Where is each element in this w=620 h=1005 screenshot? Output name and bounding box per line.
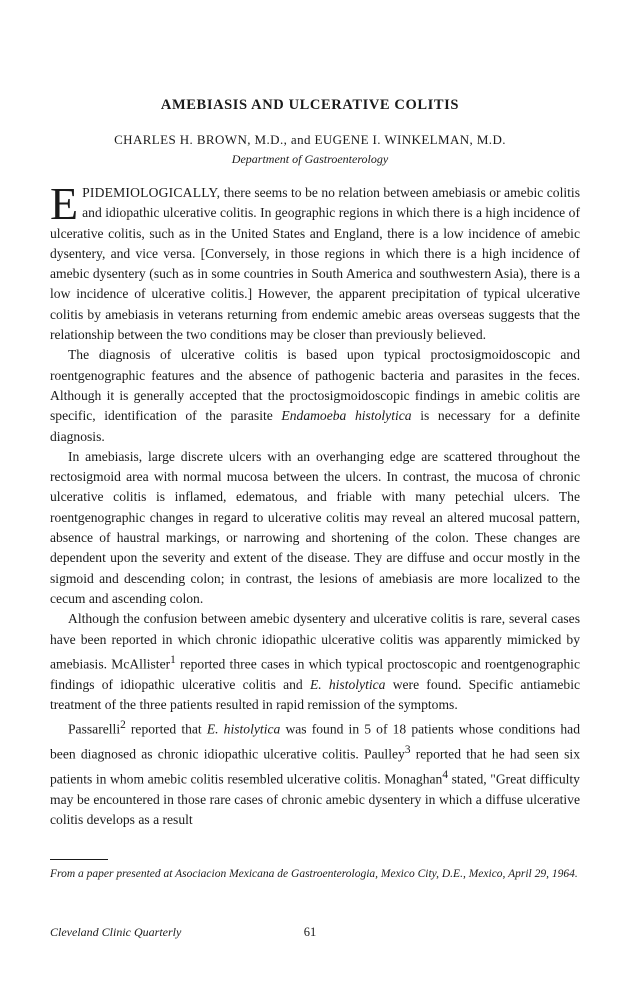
paragraph-5: [50, 715, 580, 830]
paragraph-2-text-b: is necessary for a definite diagnosis.: [50, 408, 580, 444]
paragraph-5-text-a: Passarelli: [68, 721, 121, 737]
paragraph-2-text-a: The diagnosis of ulcerative colitis is based upon typical proctosigmoidoscopic and roentgenographic features and the absence of pathogenic bacteria and parasites in the feces. Although it is generally accepted that the proctosigmoidoscopic findings in amebic colitis are specific, identification of the parasite: [50, 347, 580, 424]
paragraph-5-text-c: was found in 5 of 18 patients whose conditions had been diagnosed as chronic idiopathic ulcerative colitis. Paulley: [50, 721, 580, 762]
author-department: Department of Gastroenterology: [231, 152, 389, 166]
species-name: E. histolytica: [309, 676, 386, 692]
journal-name: Cleveland Clinic Quarterly: [50, 925, 182, 939]
paragraph-1-text: there seems to be no relation between amebiasis or amebic colitis and idiopathic ulcerative colitis. In geographic regions in which there is a high incidence of ulcerative colitis, such as in the United States and England, there is a low incidence of amebic dysentery, and vice versa. [Conversely, in those regions in which there is a high incidence of amebic dysentery (such as in some countries in South America and southwestern Asia), there is a low incidence of ulcerative colitis.] However, the apparent precipitation of typical ulcerative colitis by amebiasis in veterans returning from endemic amebic areas overseas suggests that the relationship between the two conditions may be closer than previously believed.: [50, 185, 580, 343]
citation-marker: 4: [442, 768, 448, 781]
page-number: 61: [303, 925, 317, 939]
paragraph-4-text-b: reported three cases in which typical proctoscopic and roentgenographic findings of idiopathic ulcerative colitis and: [50, 656, 580, 692]
paragraph-3: [50, 447, 580, 609]
paragraph-2: [50, 345, 580, 446]
paragraph-5-text-d: reported that he had seen six patients in whom amebic colitis resembled ulcerative colitis. Monaghan: [50, 746, 580, 787]
paragraph-4-text-a: Although the confusion between amebic dysentery and ulcerative colitis is rare, several cases have been reported in which chronic idiopathic ulcerative colitis was apparently mimicked by amebiasis. McAllister: [50, 611, 580, 672]
paragraph-4-text-c: were found. Specific antiamebic treatment of the three patients resulted in rapid remission of the symptoms.: [50, 676, 581, 712]
citation-marker: 3: [404, 744, 411, 757]
paragraph-5-text-e: stated, "Great difficulty may be encountered in those rare cases of chronic amebic dysentery in which a diffuse ulcerative colitis develops as a result: [50, 771, 580, 828]
species-name: Endamoeba histolytica: [281, 408, 412, 424]
citation-marker: 1: [170, 653, 176, 666]
article-authors: CHARLES H. BROWN, M.D., and EUGENE I. WINKELMAN, M.D.: [114, 132, 506, 147]
paragraph-1: [50, 178, 580, 345]
article-title: AMEBIASIS AND ULCERATIVE COLITIS: [160, 97, 460, 113]
lead-word: PIDEMIOLOGICALLY,: [82, 185, 221, 200]
citation-marker: 2: [120, 719, 126, 732]
article-body: [50, 178, 581, 830]
footnote: From a paper presented at Asociacion Mexicana de Gastroenterologia, Mexico City, D.E., Mexico, April 29, 1964.: [50, 868, 578, 880]
paragraph-3-text: In amebiasis, large discrete ulcers with an overhanging edge are scattered throughout the rectosigmoid area with normal mucosa between the ulcers. In contrast, the mucosa of chronic ulcerative colitis is inflamed, edematous, and friable with many petechial ulcers. The roentgenographic changes in regard to ulcerative colitis may reveal an altered mucosal pattern, absence of haustral markings, or narrowing and shortening of the colon. These changes are dependent upon the severity and extent of the disease. They are diffuse and occur mostly in the sigmoid and descending colon; in contrast, the lesions of amebiasis are more localized to the cecum and ascending colon.: [50, 448, 580, 606]
paragraph-4: [50, 609, 580, 715]
paragraph-5-text-b: reported that: [125, 721, 207, 737]
drop-cap: E: [50, 178, 79, 229]
species-name: E. histolytica: [206, 721, 281, 737]
footnote-rule: [50, 859, 108, 860]
